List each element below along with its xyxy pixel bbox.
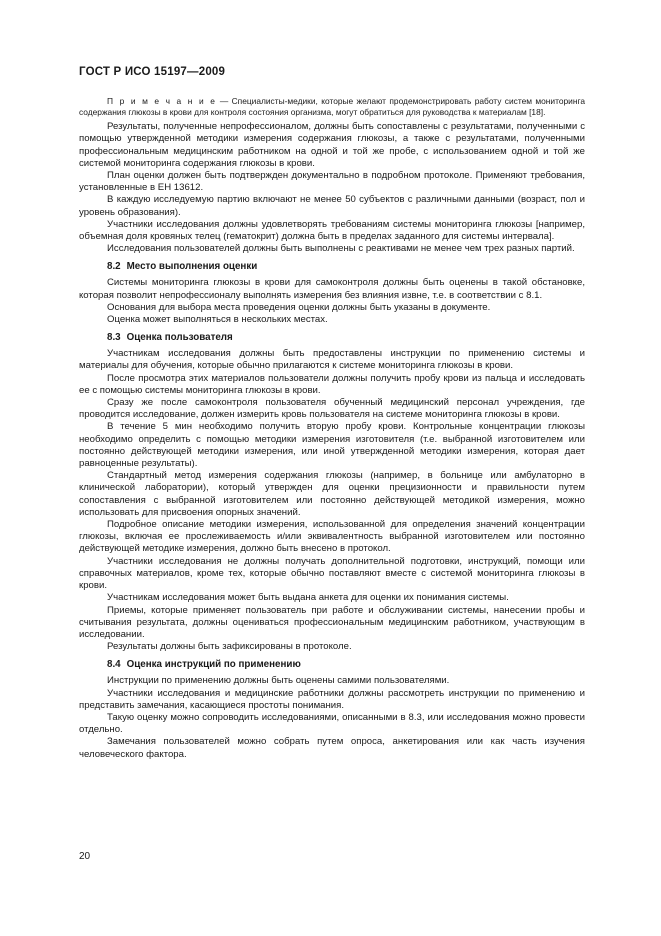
paragraph: Инструкции по применению должны быть оценены самими пользователями. bbox=[107, 675, 450, 687]
document-header: ГОСТ Р ИСО 15197—2009 bbox=[79, 66, 226, 78]
paragraph: Оценка может выполняться в нескольких местах. bbox=[107, 314, 328, 326]
paragraph: В течение 5 мин необходимо получить вторую пробу крови. Контрольные концентрации глюкозы необходимо определить с помощью методики измерения изготовителя (т.е. выбранной изготовителем или постоянно действующей методики измерения, или иной утвержденной методики измерения, которая дает равноценные результаты). bbox=[79, 421, 585, 470]
section-number: 8.3 bbox=[107, 332, 121, 344]
note-paragraph bbox=[79, 96, 585, 117]
section-title: Место выполнения оценки bbox=[126, 261, 258, 273]
paragraph: Такую оценку можно сопроводить исследованиями, описанными в 8.3, или исследования можно провести отдельно. bbox=[79, 711, 585, 736]
paragraph: Участникам исследования должны быть предоставлены инструкции по применению системы и материалы для обучения, которые обычно прилагаются к системе мониторинга глюкозы в крови. bbox=[79, 348, 585, 372]
section-heading-8-2 bbox=[79, 261, 585, 273]
page-number: 20 bbox=[79, 851, 91, 862]
paragraph: Исследования пользователей должны быть выполнены с реактивами не менее чем трех разных партий. bbox=[107, 243, 575, 255]
section-title: Оценка инструкций по применению bbox=[126, 659, 301, 671]
paragraph: Стандартный метод измерения содержания глюкозы (например, в больнице или амбулаторно в клинической лаборатории), который утвержден для оценки прецизионности и правильности путем сопоставления с выбранной изготовителем или постоянно действующей методикой измерения, можно использовать для присвоения опорных значений. bbox=[79, 470, 585, 518]
paragraph: В каждую исследуемую партию включают не менее 50 субъектов с различными данными (возраст, пол и уровень образования). bbox=[79, 194, 585, 218]
paragraph: Участники исследования и медицинские работники должны рассмотреть инструкции по применению и представить замечания, касающиеся простоты понимания. bbox=[79, 687, 585, 711]
paragraph: Замечания пользователей можно собрать путем опроса, анкетирования или как часть изучения человеческого фактора. bbox=[79, 736, 585, 760]
section-number: 8.4 bbox=[107, 659, 121, 671]
paragraph: Сразу же после самоконтроля пользователя обученный медицинский персонал учреждения, где проводится исследование, должен измерить кровь пользователя на системе мониторинга глюкозы в крови. bbox=[79, 397, 585, 421]
note-label: П р и м е ч а н и е bbox=[107, 96, 217, 106]
section-number: 8.2 bbox=[107, 261, 121, 273]
paragraph: План оценки должен быть подтвержден документально в подробном протоколе. Применяют требования, установленные в ЕН 13612. bbox=[79, 170, 585, 194]
paragraph: Результаты должны быть зафиксированы в протоколе. bbox=[107, 641, 352, 653]
section-heading-8-3 bbox=[79, 332, 585, 344]
document-body bbox=[79, 96, 585, 761]
paragraph: Основания для выбора места проведения оценки должны быть указаны в документе. bbox=[107, 301, 491, 313]
paragraph: Результаты, полученные непрофессионалом, должны быть сопоставлены с результатами, полученными с помощью утвержденной методики измерения содержания глюкозы, а также с результатами, полученными профессиональным медицинским работником на одной и той же пробе, с использованием одной и той же системой мониторинга содержания глюкозы в крови. bbox=[79, 121, 585, 169]
paragraph: Подробное описание методики измерения, использованной для определения значений концентрации глюкозы, включая ее прослеживаемость и/или эквивалентность выбранной изготовителем или постоянно действующей методике измерения, должно быть внесено в протокол. bbox=[79, 519, 585, 555]
paragraph: Участникам исследования может быть выдана анкета для оценки их понимания системы. bbox=[107, 592, 509, 604]
note-text: — Специалисты-медики, которые желают продемонстрировать работу систем мониторинга содержания глюкозы в крови для контроля состояния организма, могут обратиться для руководства к материалам [18]. bbox=[79, 96, 585, 117]
section-heading-8-4 bbox=[79, 659, 585, 671]
paragraph: После просмотра этих материалов пользователи должны получить пробу крови из пальца и исследовать ее с помощью системы мониторинга глюкозы в крови. bbox=[79, 372, 585, 396]
section-title: Оценка пользователя bbox=[126, 332, 233, 344]
paragraph: Участники исследования не должны получать дополнительной подготовки, инструкций, помощи или справочных материалов, кроме тех, которые обычно поставляют вместе с системой мониторинга глюкозы в крови. bbox=[79, 555, 585, 592]
paragraph: Приемы, которые применяет пользователь при работе и обслуживании системы, нанесении пробы и считывания результата, должны оцениваться профессиональным медицинским работником, участвующим в исследовании. bbox=[79, 604, 585, 640]
paragraph: Системы мониторинга глюкозы в крови для самоконтроля должны быть оценены в такой обстановке, которая позволит непрофессионалу выполнять измерения без влияния извне, т.е. в соответствии с 8.1. bbox=[79, 277, 585, 301]
paragraph: Участники исследования должны удовлетворять требованиям системы мониторинга глюкозы [например, объемная доля кровяных телец (гематокрит) должна быть в пределах заданного для системы интервала]. bbox=[79, 218, 585, 243]
